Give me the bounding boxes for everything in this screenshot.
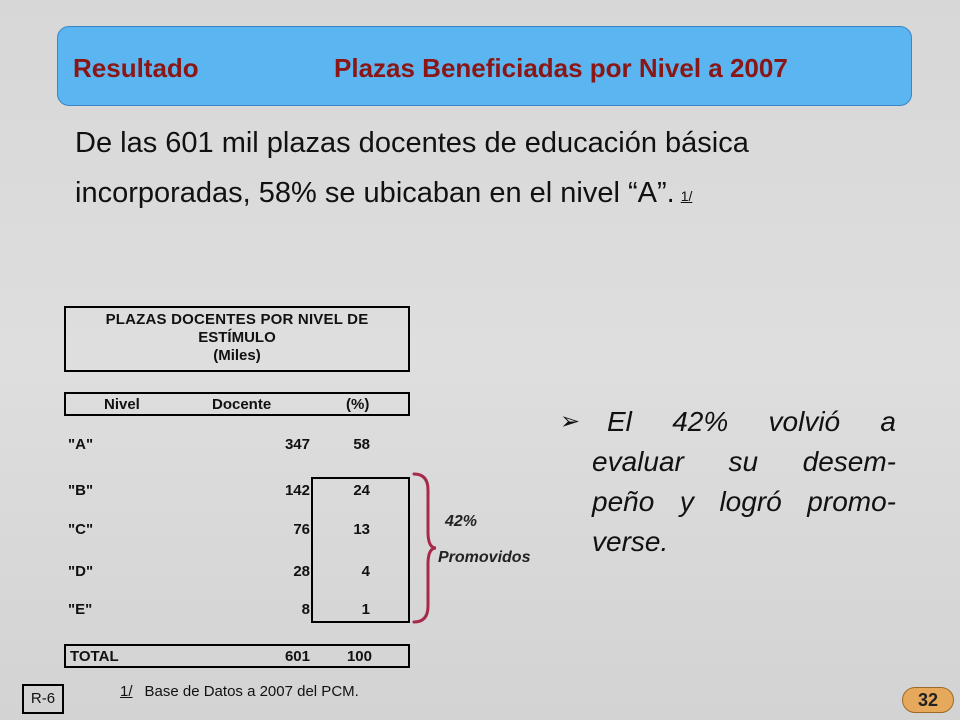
row-nivel: "B" [68,482,94,499]
total-label: TOTAL [70,648,119,665]
bullet-line-1: El 42% volvió a [607,406,896,437]
row-nivel: "C" [68,521,94,538]
promoted-label: Promovidos [438,549,531,566]
table-title-line-2: ESTÍMULO [198,329,276,346]
table-title [64,306,410,372]
row-pct: 24 [353,482,370,499]
row-pct: 13 [353,521,370,538]
section-label: Resultado [73,53,199,83]
bullet-line-2: evaluar su desem- [592,446,896,477]
intro-line-2-text: incorporadas, 58% se ubicaban en el nivel “A”. [75,177,675,209]
footnote-reference: 1/ [680,188,693,204]
promoted-levels-box [311,477,410,623]
row-docente: 142 [284,482,310,499]
row-pct: 58 [353,436,370,453]
table-title-line-3: (Miles) [213,347,261,364]
row-docente: 28 [293,563,310,580]
intro-line-2 [75,168,895,221]
footnote [120,683,359,700]
promoted-percent: 42% [445,513,478,530]
row-nivel: "D" [68,563,94,580]
page-number: 32 [902,687,954,713]
row-docente: 347 [284,436,310,453]
row-pct: 1 [361,601,370,618]
total-docente: 601 [284,648,310,665]
bullet-line-4: verse. [592,526,669,557]
footnote-text: Base de Datos a 2007 del PCM. [144,683,359,700]
intro-paragraph [75,118,895,221]
arrow-bullet-icon: ➢ [560,408,581,435]
intro-line-1: De las 601 mil plazas docentes de educación básica [75,127,749,159]
total-pct: 100 [346,648,372,665]
column-header-nivel: Nivel [104,396,140,413]
footnote-number: 1/ [120,683,133,700]
row-nivel: "E" [68,601,93,618]
slide-title: Plazas Beneficiadas por Nivel a 2007 [334,53,788,83]
title-banner [57,26,912,106]
slide-code: R-6 [22,684,64,714]
bullet-line-3: peño y logró promo- [592,486,896,517]
table-total-row [64,644,410,668]
column-header-pct: (%) [346,396,370,413]
table-title-line-1: PLAZAS DOCENTES POR NIVEL DE [105,311,369,328]
column-header-docente: Docente [212,396,272,413]
row-nivel: "A" [68,436,94,453]
row-pct: 4 [361,563,370,580]
table-row [64,434,410,456]
curly-brace-icon [410,470,440,626]
row-docente: 76 [293,521,310,538]
row-docente: 8 [301,601,310,618]
table-header [64,392,410,416]
